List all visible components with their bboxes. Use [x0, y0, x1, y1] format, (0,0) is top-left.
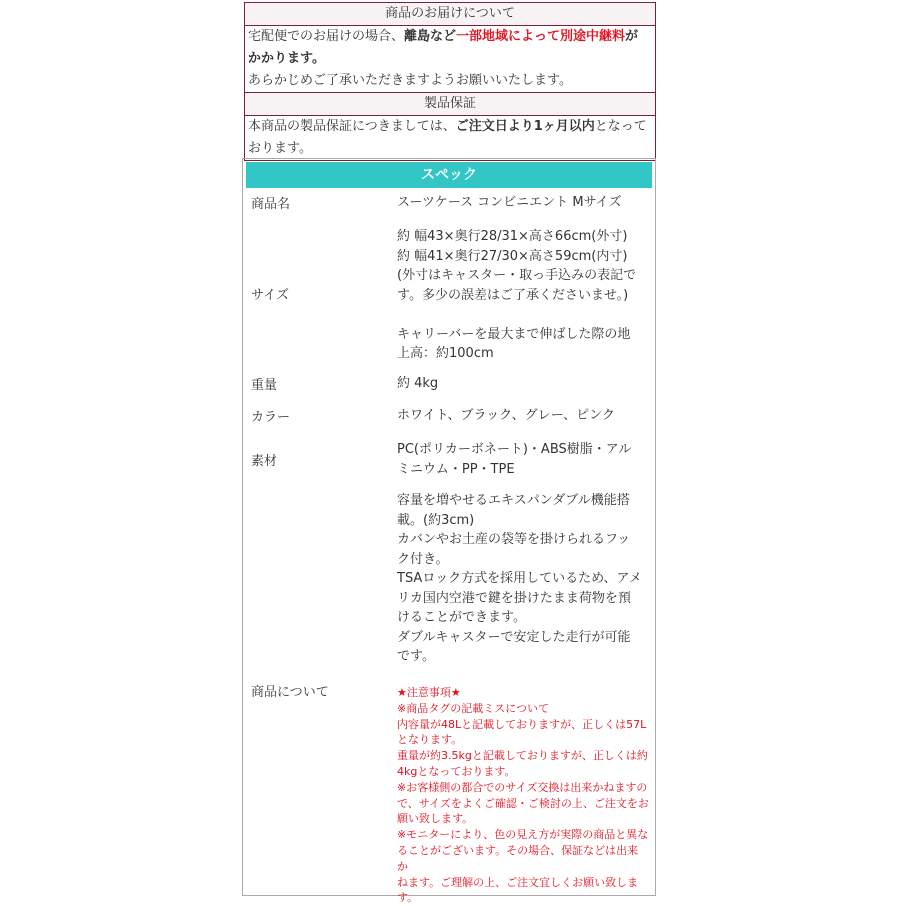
caution-line: 4kgとなっております。 [397, 764, 516, 778]
caution-line: ※お客様側の都合でのサイズ交換は出来かねますの [397, 780, 648, 794]
spec-value-line: けることができます。 [397, 610, 526, 625]
spec-label-name: 商品名 [251, 197, 291, 212]
spec-value-material [397, 440, 649, 479]
delivery-heading: 商品のお届けについて [245, 3, 656, 26]
spec-value-name [397, 193, 649, 213]
delivery-bold-3: かかります。 [248, 51, 325, 66]
spec-label-color: カラー [251, 410, 291, 425]
caution-line: ねます。ご理解の上、ご注文宜しくお願い致しま [397, 875, 639, 889]
spec-label-material: 素材 [251, 454, 278, 469]
spec-value-line: 上高：約100cm [397, 346, 494, 361]
spec-label-about: 商品について [251, 685, 329, 700]
delivery-warranty-table [244, 2, 656, 161]
spec-value-line: 約 幅41×奥行27/30×高さ59cm(内寸) [397, 248, 628, 264]
spec-value-line: ホワイト、ブラック、グレー、ピンク [397, 408, 615, 423]
spec-value-line: (外寸はキャスター・取っ手込みの表記で [397, 268, 637, 283]
warranty-text-3: おります。 [248, 141, 312, 156]
spec-label-size: サイズ [251, 288, 289, 303]
caution-notes [397, 685, 649, 906]
spec-value-gap [397, 305, 649, 325]
spec-value-line: 容量を増やせるエキスパンダブル機能搭 [397, 493, 630, 508]
spec-value-line: ク付き。 [397, 551, 449, 567]
spec-value-weight [397, 374, 649, 394]
spec-value-line: TSAロック方式を採用しているため、アメ [397, 571, 642, 586]
spec-value-line: です。 [397, 649, 435, 664]
spec-value-line: キャリーバーを最大まで伸ばした際の地 [397, 326, 631, 342]
delivery-bold-2: が [625, 29, 639, 44]
caution-line: ることがございます。その場合、保証などは出来か [397, 843, 639, 873]
caution-line: ※商品タグの記載ミスについて [397, 701, 549, 715]
caution-line: 内容量が48Lと記載しておりますが、正しくは57L [397, 717, 647, 731]
spec-value-color [397, 406, 649, 426]
caution-line: ※モニターにより、色の見え方が実際の商品と異な [397, 828, 649, 842]
delivery-red-1: 一部地域によって別途中継料 [456, 29, 626, 44]
caution-line: 重量が約3.5kgと記載しておりますが、正しくは約 [397, 749, 648, 763]
warranty-bold-1: ご注文日より1ヶ月以内 [455, 119, 595, 134]
spec-label-weight: 重量 [251, 378, 278, 393]
caution-line: で、サイズをよくご確認・ご検討の上、ご注文をお [397, 796, 649, 810]
warranty-text-1: 本商品の製品保証につきましては、 [248, 119, 456, 134]
spec-value-line: カバンやお土産の袋等を掛けられるフッ [397, 532, 631, 547]
spec-value-about [397, 491, 649, 667]
caution-line: ★注意事項★ [397, 686, 461, 699]
caution-line: す。 [397, 891, 419, 905]
caution-line: となります。 [397, 733, 463, 747]
spec-value-line: 約 幅43×奥行28/31×高さ66cm(外寸) [397, 229, 628, 244]
delivery-text-1: 宅配便でのお届けの場合、 [248, 29, 405, 44]
delivery-text [245, 26, 656, 93]
spec-value-size [397, 227, 649, 364]
warranty-text-2: となって [594, 119, 647, 134]
spec-value-line: リカ国内空港で鍵を掛けたまま荷物を預 [397, 590, 631, 606]
spec-value-line: 載。(約3cm) [397, 512, 475, 528]
spec-table [242, 158, 656, 905]
spec-value-line: 約 4kg [397, 376, 439, 391]
delivery-text-3: あらかじめご了承いただきますようお願いいたします。 [248, 73, 572, 88]
spec-value-line: ダブルキャスターで安定した走行が可能 [397, 629, 631, 645]
delivery-bold-1: 離島など [404, 29, 457, 44]
spec-value-line: す。多少の誤差はご了承くださいませ。) [397, 287, 629, 303]
caution-line: 願い致します。 [397, 812, 474, 826]
warranty-text [245, 116, 656, 161]
spec-value-line: スーツケース コンビニエント Mサイズ [397, 195, 622, 210]
warranty-heading: 製品保証 [245, 93, 656, 116]
spec-title: スペック [246, 162, 652, 188]
spec-value-line: ミニウム・PP・TPE [397, 461, 515, 477]
spec-value-line: PC(ポリカーボネート)・ABS樹脂・アル [397, 442, 632, 457]
